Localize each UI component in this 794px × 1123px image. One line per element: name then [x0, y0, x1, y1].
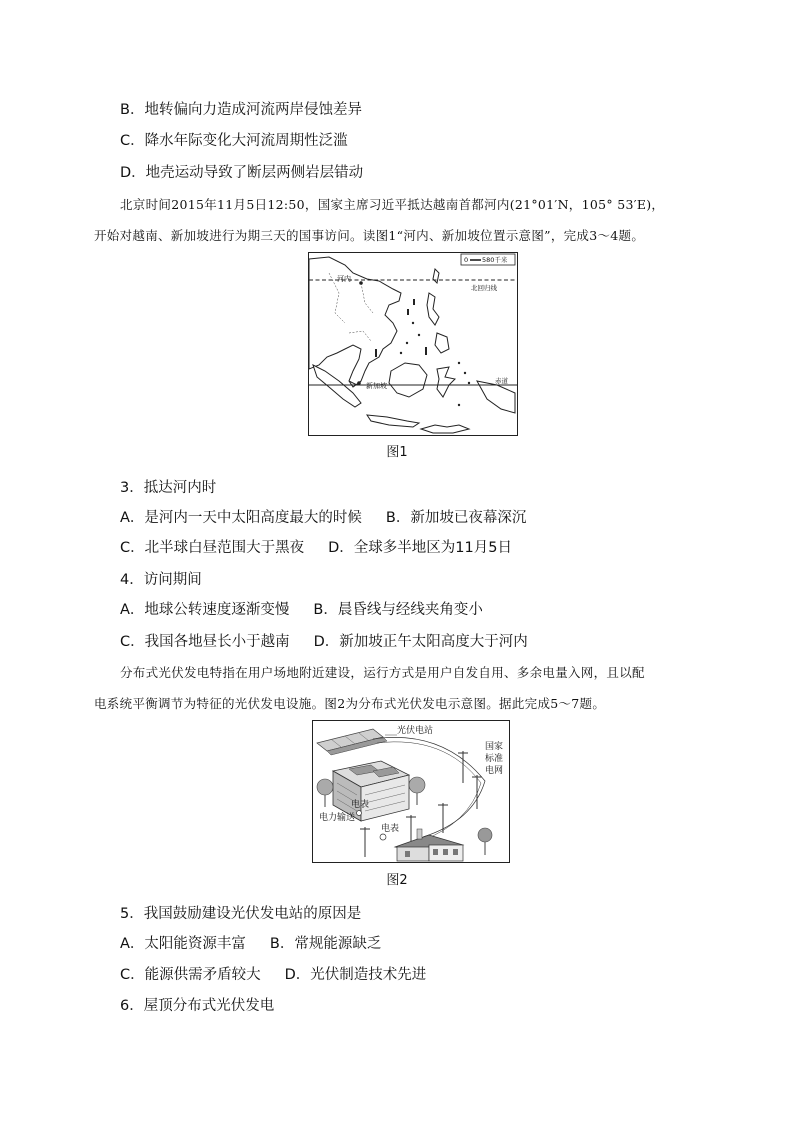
q2-option-b: B．地转偏向力造成河流两岸侵蚀差异 — [120, 102, 362, 118]
q4-option-b: B．晨昏线与经线夹角变小 — [313, 602, 483, 618]
passage2-line2: 电系统平衡调节为特征的光伏发电设施。图2为分布式光伏发电示意图。据此完成5～7题。 — [94, 696, 606, 711]
q2-option-d: D．地壳运动导致了断层两侧岩层错动 — [120, 165, 364, 181]
q3-options-row2 — [120, 538, 512, 558]
tropic-label: 北回归线 — [471, 284, 497, 292]
q5-option-a: A．太阳能资源丰富 — [120, 936, 246, 952]
q3-option-a: A．是河内一天中太阳高度最大的时候 — [120, 510, 362, 526]
grid-label-3: 电网 — [485, 766, 504, 776]
q3-options-row1 — [120, 508, 526, 528]
grid-label-1: 国家 — [485, 742, 504, 752]
q6-stem: 6．屋顶分布式光伏发电 — [120, 998, 275, 1014]
transmission-label: 电力输送 — [319, 813, 356, 823]
grid-label-2: 标准 — [485, 754, 504, 764]
q3-stem: 3．抵达河内时 — [120, 480, 217, 496]
q5-options-row1 — [120, 934, 381, 954]
q3-option-b: B．新加坡已夜幕深沉 — [385, 510, 527, 526]
meter2-icon — [380, 834, 386, 840]
q4-stem: 4．访问期间 — [120, 572, 202, 588]
figure1-map — [308, 252, 518, 436]
figure2-illustration — [312, 720, 510, 863]
hanoi-label: 河内 — [337, 275, 351, 283]
solar-panels-icon — [317, 729, 387, 755]
singapore-label: 新加坡 — [366, 382, 387, 390]
q5-option-c: C．能源供需矛盾较大 — [120, 967, 261, 983]
singapore-marker — [357, 381, 361, 385]
passage2-line1: 分布式光伏发电特指在用户场地附近建设，运行方式是用户自发自用、多余电量入网，且以配 — [120, 665, 645, 680]
figure1-caption: 图1 — [386, 445, 408, 460]
meter1-icon — [357, 811, 362, 816]
q2-option-c: C．降水年际变化大河流周期性泛滥 — [120, 133, 348, 149]
figure2-caption: 图2 — [386, 873, 408, 888]
q3-option-c: C．北半球白昼范围大于黑夜 — [120, 540, 305, 556]
q4-option-c: C．我国各地昼长小于越南 — [120, 634, 290, 650]
q4-option-d: D．新加坡正午太阳高度大于河内 — [313, 634, 528, 650]
q5-options-row2 — [120, 965, 426, 985]
house-icon — [395, 829, 463, 861]
q5-option-d: D．光伏制造技术先进 — [284, 967, 427, 983]
hanoi-marker — [359, 281, 363, 285]
passage1-line2: 开始对越南、新加坡进行为期三天的国事访问。读图1“河内、新加坡位置示意图”，完成3～4题。 — [94, 228, 645, 243]
office-building-icon — [333, 761, 409, 821]
q3-option-d: D．全球多半地区为11月5日 — [328, 540, 512, 556]
q4-options-row2 — [120, 632, 528, 652]
scale-label: 580千米 — [482, 256, 508, 264]
passage1-line1: 北京时间2015年11月5日12:50，国家主席习近平抵达越南首都河内(21°01′N，105° 53′E)， — [120, 197, 665, 212]
scale-zero: 0 — [464, 256, 469, 264]
q5-stem: 5．我国鼓励建设光伏发电站的原因是 — [120, 906, 362, 922]
q4-option-a: A．地球公转速度逐渐变慢 — [120, 602, 290, 618]
q5-option-b: B．常规能源缺乏 — [269, 936, 382, 952]
equator-label: 赤道 — [495, 377, 508, 385]
meter1-label: 电表 — [351, 800, 370, 810]
meter2-label: 电表 — [381, 824, 400, 834]
station-label: 光伏电站 — [397, 726, 434, 736]
q4-options-row1 — [120, 600, 483, 620]
